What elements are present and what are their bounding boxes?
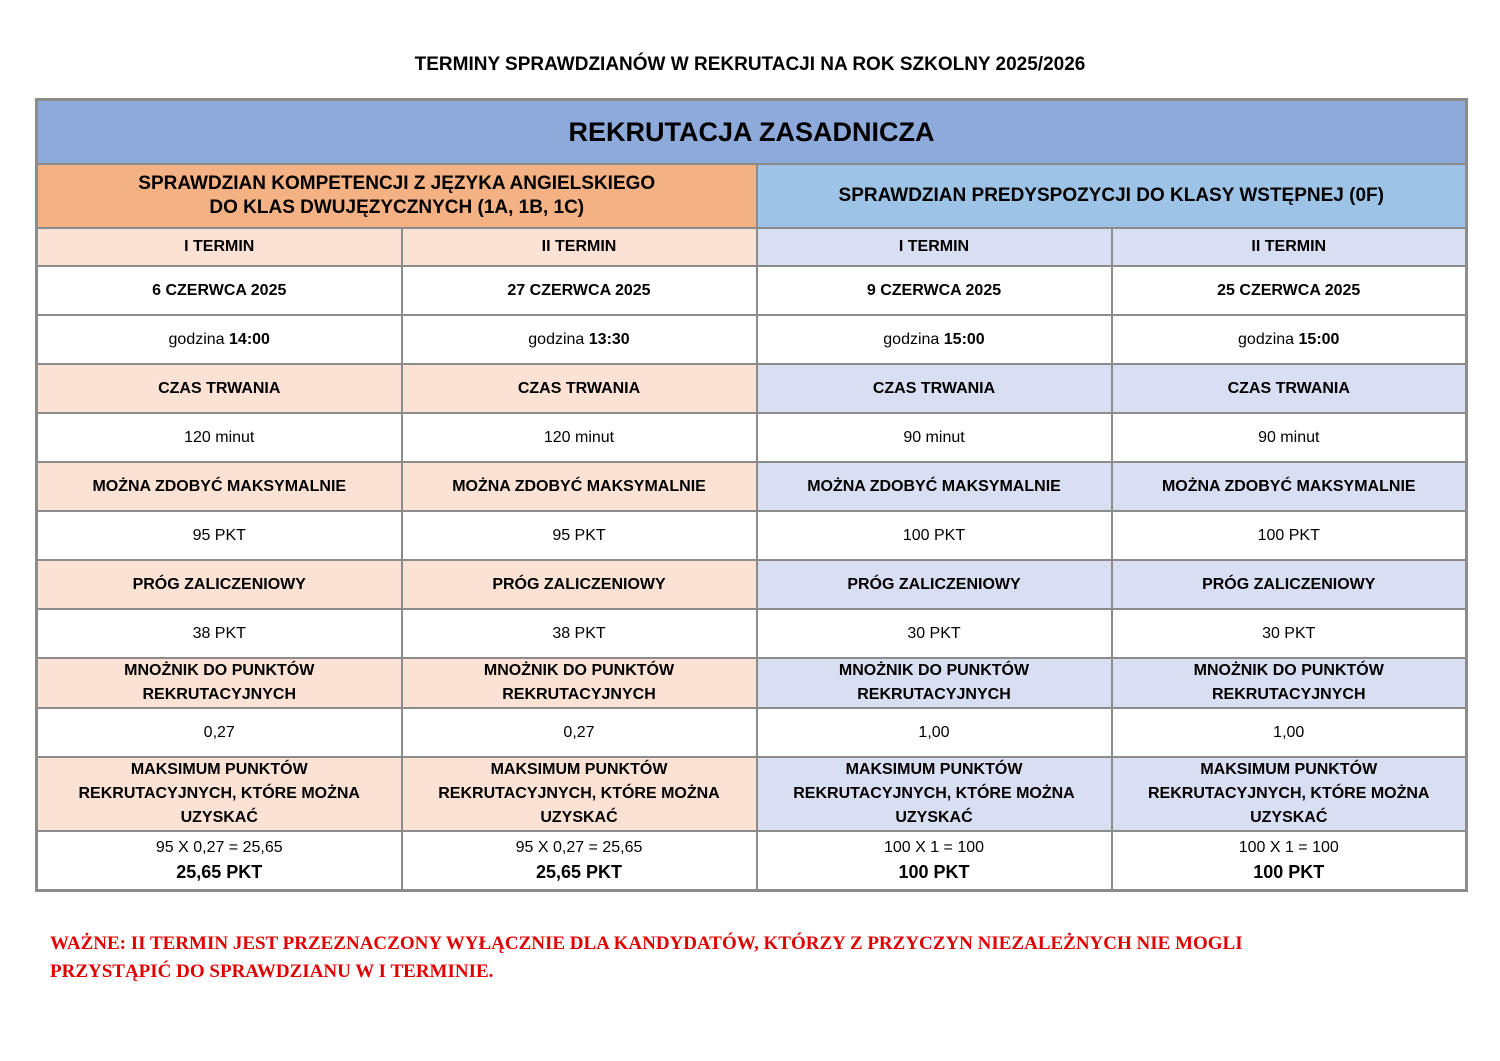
max-recruitment-label-line2: REKRUTACYJNYCH, KTÓRE MOŻNA xyxy=(438,785,720,802)
points-total: 100 PKT xyxy=(898,861,970,882)
hour-prefix: godzina xyxy=(168,330,225,348)
important-note-line1: WAŻNE: II TERMIN JEST PRZEZNACZONY WYŁĄCZNIE DLA KANDYDATÓW, KTÓRZY Z PRZYCZYN NIEZALEŻNYCH NIE MOGLI xyxy=(50,933,1243,954)
term-header: I TERMIN xyxy=(37,228,402,266)
max-recruitment-points-value xyxy=(1112,831,1467,891)
duration-label: CZAS TRWANIA xyxy=(37,364,402,413)
exam-date: 27 CZERWCA 2025 xyxy=(402,266,757,315)
exam-time xyxy=(1112,315,1467,364)
duration-label: CZAS TRWANIA xyxy=(402,364,757,413)
multiplier-label xyxy=(1112,658,1467,708)
exam-time xyxy=(37,315,402,364)
max-recruitment-points-value xyxy=(37,831,402,891)
threshold-value: 30 PKT xyxy=(1112,609,1467,658)
recruitment-banner: REKRUTACJA ZASADNICZA xyxy=(37,100,1467,165)
points-total: 25,65 PKT xyxy=(176,861,263,882)
hour-value: 15:00 xyxy=(943,330,985,348)
max-recruitment-label-line2: REKRUTACYJNYCH, KTÓRE MOŻNA xyxy=(793,785,1075,802)
duration-value: 120 minut xyxy=(37,413,402,462)
max-recruitment-label-line1: MAKSIMUM PUNKTÓW xyxy=(490,761,668,778)
exam-date: 6 CZERWCA 2025 xyxy=(37,266,402,315)
max-recruitment-points-value xyxy=(402,831,757,891)
max-recruitment-label-line1: MAKSIMUM PUNKTÓW xyxy=(1200,761,1378,778)
multiplier-label xyxy=(757,658,1112,708)
term-header: II TERMIN xyxy=(402,228,757,266)
threshold-label: PRÓG ZALICZENIOWY xyxy=(1112,560,1467,609)
calculation: 95 X 0,27 = 25,65 xyxy=(155,838,283,856)
threshold-value: 30 PKT xyxy=(757,609,1112,658)
hour-value: 13:30 xyxy=(588,330,630,348)
multiplier-label-line1: MNOŻNIK DO PUNKTÓW xyxy=(483,662,675,679)
english-exam-header-line2: DO KLAS DWUJĘZYCZNYCH (1A, 1B, 1C) xyxy=(209,197,585,218)
hour-prefix: godzina xyxy=(883,330,940,348)
exam-date: 9 CZERWCA 2025 xyxy=(757,266,1112,315)
multiplier-label-line2: REKRUTACYJNYCH xyxy=(857,686,1011,703)
multiplier-label-line1: MNOŻNIK DO PUNKTÓW xyxy=(838,662,1030,679)
max-recruitment-label-line3: UZYSKAĆ xyxy=(1250,809,1328,826)
points-total: 100 PKT xyxy=(1253,861,1325,882)
max-recruitment-label-line1: MAKSIMUM PUNKTÓW xyxy=(845,761,1023,778)
multiplier-label xyxy=(402,658,757,708)
calculation: 100 X 1 = 100 xyxy=(883,838,985,856)
max-points-label: MOŻNA ZDOBYĆ MAKSYMALNIE xyxy=(402,462,757,511)
threshold-label: PRÓG ZALICZENIOWY xyxy=(37,560,402,609)
exam-date: 25 CZERWCA 2025 xyxy=(1112,266,1467,315)
duration-value: 90 minut xyxy=(1112,413,1467,462)
exam-schedule-table xyxy=(35,98,1468,892)
important-note-line2: PRZYSTĄPIĆ DO SPRAWDZIANU W I TERMINIE. xyxy=(50,961,494,982)
threshold-value: 38 PKT xyxy=(402,609,757,658)
multiplier-label-line2: REKRUTACYJNYCH xyxy=(502,686,656,703)
duration-label: CZAS TRWANIA xyxy=(1112,364,1467,413)
multiplier-label-line2: REKRUTACYJNYCH xyxy=(142,686,296,703)
multiplier-label-line1: MNOŻNIK DO PUNKTÓW xyxy=(1193,662,1384,679)
term-header: II TERMIN xyxy=(1112,228,1467,266)
document-title: TERMINY SPRAWDZIANÓW W REKRUTACJI NA ROK SZKOLNY 2025/2026 xyxy=(414,54,1086,75)
aptitude-exam-header: SPRAWDZIAN PREDYSPOZYCJI DO KLASY WSTĘPNEJ (0F) xyxy=(757,164,1467,228)
max-recruitment-label-line3: UZYSKAĆ xyxy=(180,809,258,826)
threshold-label: PRÓG ZALICZENIOWY xyxy=(757,560,1112,609)
max-recruitment-label-line3: UZYSKAĆ xyxy=(895,809,973,826)
max-recruitment-label-line2: REKRUTACYJNYCH, KTÓRE MOŻNA xyxy=(78,785,360,802)
term-header: I TERMIN xyxy=(757,228,1112,266)
calculation: 95 X 0,27 = 25,65 xyxy=(515,838,643,856)
max-recruitment-points-value xyxy=(757,831,1112,891)
exam-time xyxy=(402,315,757,364)
max-points-value: 95 PKT xyxy=(37,511,402,560)
english-exam-header xyxy=(37,164,757,228)
threshold-label: PRÓG ZALICZENIOWY xyxy=(402,560,757,609)
multiplier-value: 1,00 xyxy=(1112,708,1467,757)
points-total: 25,65 PKT xyxy=(535,861,623,882)
important-note xyxy=(50,930,1450,986)
max-recruitment-points-label xyxy=(402,757,757,831)
max-recruitment-points-label xyxy=(757,757,1112,831)
multiplier-label-line2: REKRUTACYJNYCH xyxy=(1212,686,1366,703)
hour-value: 15:00 xyxy=(1298,330,1340,348)
multiplier-label xyxy=(37,658,402,708)
max-points-label: MOŻNA ZDOBYĆ MAKSYMALNIE xyxy=(37,462,402,511)
max-recruitment-points-label xyxy=(1112,757,1467,831)
max-recruitment-points-label xyxy=(37,757,402,831)
multiplier-value: 0,27 xyxy=(402,708,757,757)
max-recruitment-label-line3: UZYSKAĆ xyxy=(540,809,618,826)
english-exam-header-line1: SPRAWDZIAN KOMPETENCJI Z JĘZYKA ANGIELSKIEGO xyxy=(138,173,656,194)
max-points-label: MOŻNA ZDOBYĆ MAKSYMALNIE xyxy=(1112,462,1467,511)
exam-time xyxy=(757,315,1112,364)
calculation: 100 X 1 = 100 xyxy=(1238,838,1339,856)
threshold-value: 38 PKT xyxy=(37,609,402,658)
multiplier-label-line1: MNOŻNIK DO PUNKTÓW xyxy=(124,662,315,679)
duration-label: CZAS TRWANIA xyxy=(757,364,1112,413)
duration-value: 120 minut xyxy=(402,413,757,462)
max-points-label: MOŻNA ZDOBYĆ MAKSYMALNIE xyxy=(757,462,1112,511)
max-recruitment-label-line2: REKRUTACYJNYCH, KTÓRE MOŻNA xyxy=(1148,785,1430,802)
hour-prefix: godzina xyxy=(1238,330,1295,348)
max-points-value: 100 PKT xyxy=(1112,511,1467,560)
multiplier-value: 1,00 xyxy=(757,708,1112,757)
multiplier-value: 0,27 xyxy=(37,708,402,757)
max-recruitment-label-line1: MAKSIMUM PUNKTÓW xyxy=(130,761,308,778)
hour-value: 14:00 xyxy=(229,330,270,348)
max-points-value: 95 PKT xyxy=(402,511,757,560)
max-points-value: 100 PKT xyxy=(757,511,1112,560)
duration-value: 90 minut xyxy=(757,413,1112,462)
hour-prefix: godzina xyxy=(528,330,585,348)
